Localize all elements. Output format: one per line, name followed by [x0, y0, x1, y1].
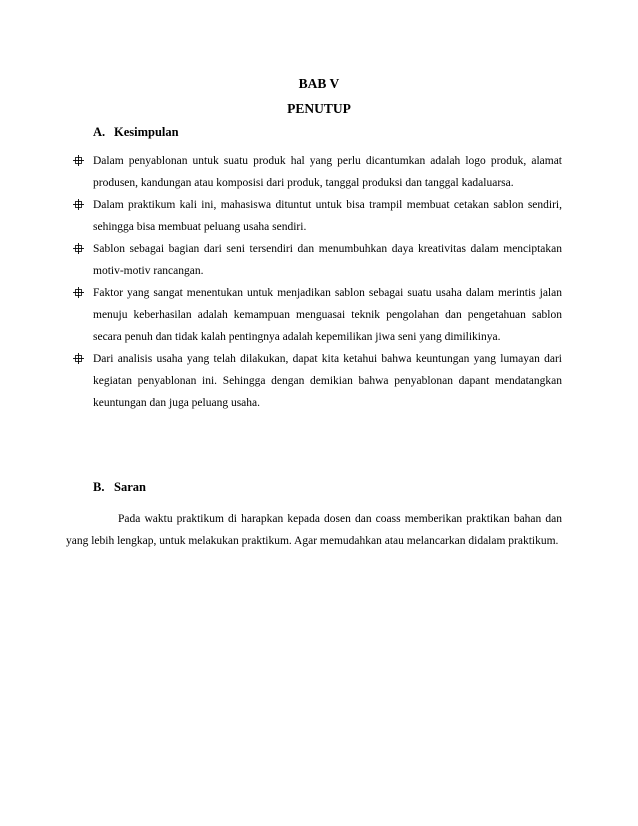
chapter-number-title: BAB V: [298, 76, 340, 91]
section-b-heading: [93, 480, 146, 495]
square-cross-bullet-icon: [73, 199, 84, 210]
list-item: [0, 282, 638, 348]
square-cross-bullet-icon: [73, 243, 84, 254]
section-a-letter: A.: [93, 125, 106, 139]
section-a-title: Kesimpulan: [114, 125, 179, 139]
conclusion-text: Sablon sebagai bagian dari seni tersendiri dan menumbuhkan daya kreativitas dalam menciptakan motiv-motiv rancangan.: [93, 243, 562, 277]
square-cross-bullet-icon: [73, 155, 84, 166]
square-cross-bullet-icon: [73, 287, 84, 298]
section-b-letter: B.: [93, 480, 105, 494]
suggestion-paragraph: Pada waktu praktikum di harapkan kepada dosen dan coass memberikan praktikan bahan dan yang lebih lengkap, untuk melakukan praktikum. Agar memudahkan atau melancarkan didalam praktikum.: [66, 512, 562, 547]
section-b-title: Saran: [114, 480, 146, 494]
list-item: [0, 194, 638, 238]
square-cross-bullet-icon: [73, 353, 84, 364]
chapter-name-title: PENUTUP: [287, 101, 351, 116]
list-item: [0, 150, 638, 194]
conclusion-text: Dari analisis usaha yang telah dilakukan, dapat kita ketahui bahwa keuntungan yang lumayan dari kegiatan penyablonan ini. Sehingga dengan demikian bahwa penyablonan dapant mendatangkan keuntungan dan juga peluang usaha.: [93, 353, 562, 409]
section-a-heading: [93, 125, 179, 140]
list-item: [0, 238, 638, 282]
list-item: [0, 348, 638, 414]
conclusion-text: Dalam praktikum kali ini, mahasiswa dituntut untuk bisa trampil membuat cetakan sablon sendiri, sehingga bisa membuat peluang usaha sendiri.: [93, 199, 562, 233]
conclusion-text: Dalam penyablonan untuk suatu produk hal yang perlu dicantumkan adalah logo produk, alamat produsen, kandungan atau komposisi dari produk, tanggal produksi dan tanggal kadaluarsa.: [93, 155, 562, 189]
conclusion-text: Faktor yang sangat menentukan untuk menjadikan sablon sebagai suatu usaha dalam merintis jalan menuju keberhasilan adalah kemampuan menguasai teknik pengolahan dan pengetahuan sablon secara penuh dan tidak kalah pentingnya adalah kepemilikan jiwa seni yang dimilikinya.: [93, 287, 562, 343]
conclusion-list: [0, 150, 638, 414]
